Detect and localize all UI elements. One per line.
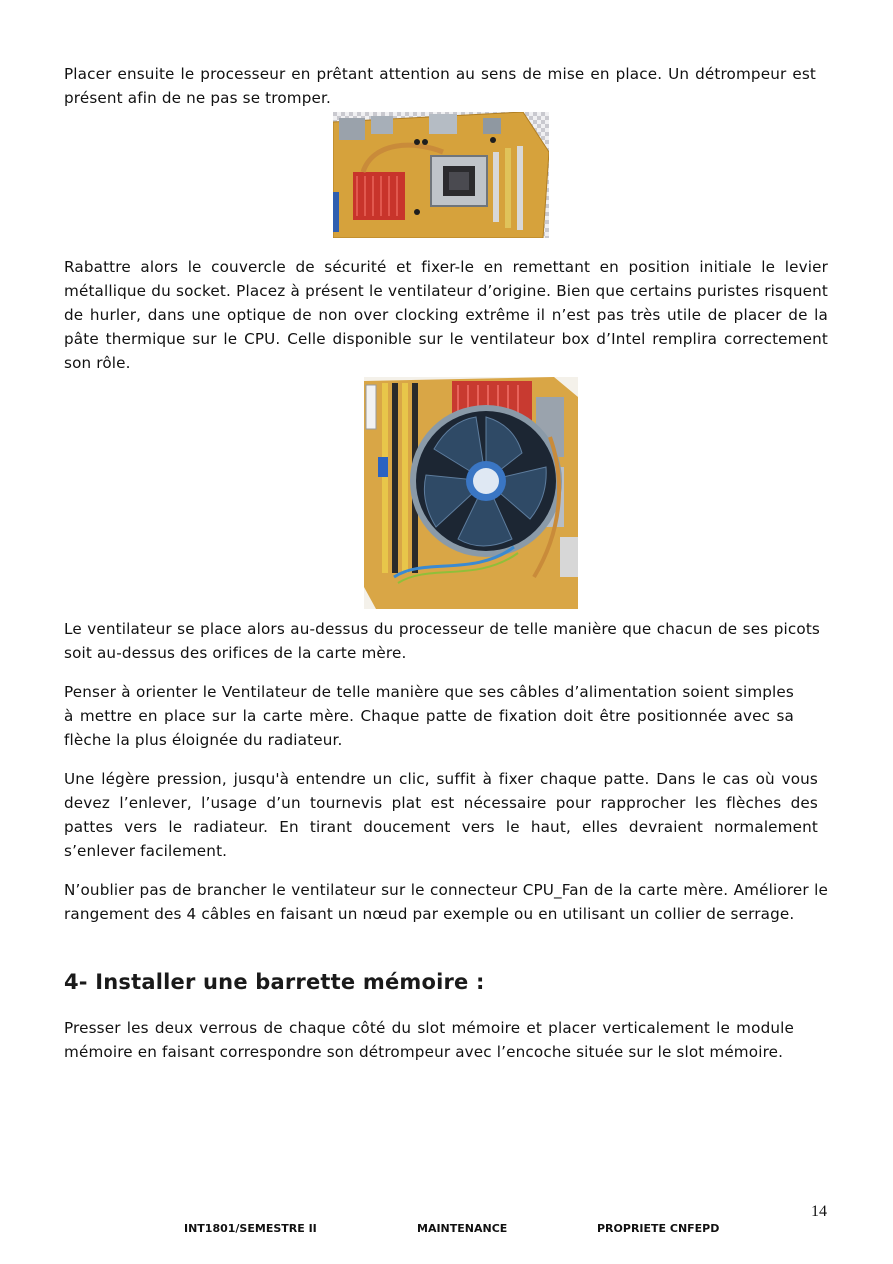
fan-fixing-paragraph: Une légère pression, jusqu'à entendre un clic, suffit à fixer chaque patte. Dans le cas où vous devez l’enlever, l’usage d’un tournevis plat est nécessaire pour rapprocher les flèches des pattes vers le radiateur. En tirant doucement vers le haut, elles devraient normalement s’enlever facilement. [64,770,818,860]
fan-placement-paragraph: Le ventilateur se place alors au-dessus du processeur de telle manière que chacun de ses picots soit au-dessus des orifices de la carte mère. [64,620,820,662]
motherboard-socket-photo [333,112,549,238]
fan-connector-paragraph: N’oublier pas de brancher le ventilateur sur le connecteur CPU_Fan de la carte mère. Améliorer le rangement des 4 câbles en faisant un nœud par exemple ou en utilisant un collier de serrage. [64,881,828,923]
page-number: 14 [811,1203,827,1220]
intro-paragraph: Placer ensuite le processeur en prêtant attention au sens de mise en place. Un détrompeur est présent afin de ne pas se tromper. [64,65,816,107]
fan-orientation-paragraph: Penser à orienter le Ventilateur de telle manière que ses câbles d’alimentation soient simples à mettre en place sur la carte mère. Chaque patte de fixation doit être positionnée avec sa flèche la plus éloignée du radiateur. [64,683,794,749]
footer-center: MAINTENANCE [417,1222,508,1235]
footer-left: INT1801/SEMESTRE II [184,1222,317,1235]
cpu-fan-on-motherboard-photo [364,377,578,609]
socket-paragraph: Rabattre alors le couvercle de sécurité et fixer-le en remettant en position initiale le levier métallique du socket. Placez à présent le ventilateur d’origine. Bien que certains puristes risquent de hurler, dans une optique de non over clocking extrême il n’est pas très utile de placer de la pâte thermique sur le CPU. Celle disponible sur le ventilateur box d’Intel remplira correctement son rôle. [64,258,828,372]
memory-paragraph: Presser les deux verrous de chaque côté du slot mémoire et placer verticalement le module mémoire en faisant correspondre son détrompeur avec l’encoche située sur le slot mémoire. [64,1019,794,1061]
section-heading: 4- Installer une barrette mémoire : [64,970,485,994]
footer-right: PROPRIETE CNFEPD [597,1222,720,1235]
